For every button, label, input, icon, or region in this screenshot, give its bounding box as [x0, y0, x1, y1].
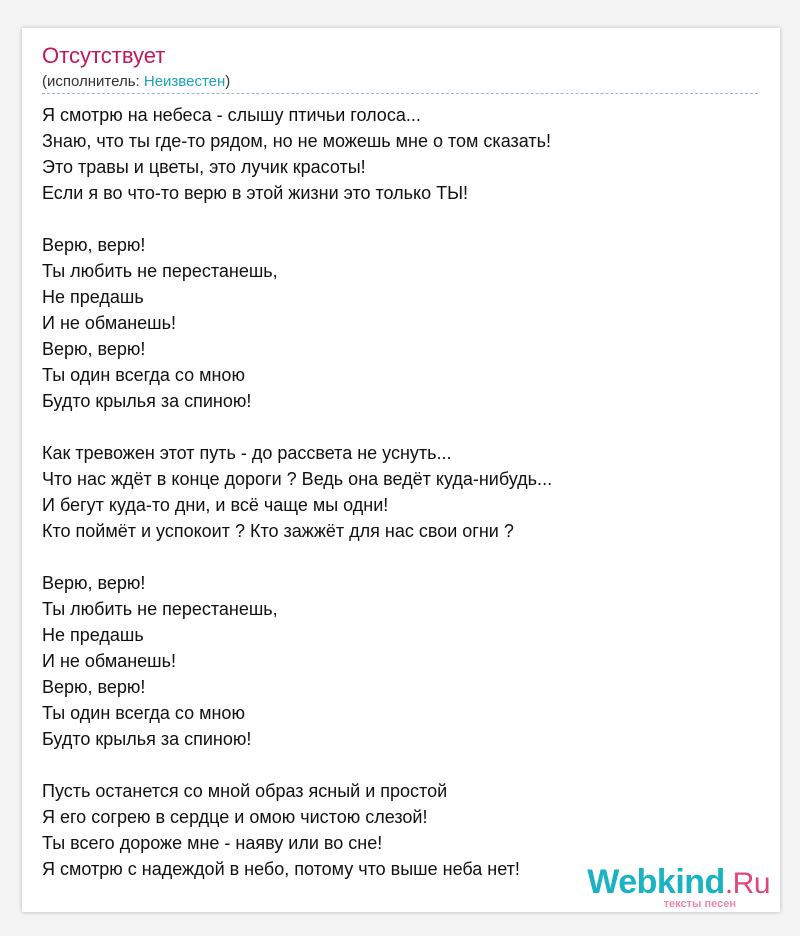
lyric-line: Я смотрю на небеса - слышу птичьи голоса... [42, 105, 421, 125]
lyric-line: Верю, верю! [42, 677, 146, 697]
lyric-blank-line [42, 752, 762, 778]
lyric-line: Это травы и цветы, это лучик красоты! [42, 157, 366, 177]
lyric-line: Верю, верю! [42, 235, 146, 255]
logo-main-text: Webkind [587, 863, 725, 901]
lyric-line: Знаю, что ты где-то рядом, но не можешь мне о том сказать! [42, 131, 552, 151]
site-logo[interactable] [572, 862, 772, 910]
lyrics-card [22, 28, 780, 912]
lyric-line: Ты любить не перестанешь, [42, 261, 278, 281]
title-divider [42, 93, 758, 94]
lyric-line: И бегут куда-то дни, и всё чаще мы одни! [42, 495, 389, 515]
lyric-line: И не обманешь! [42, 651, 176, 671]
lyric-line: Будто крылья за спиною! [42, 391, 252, 411]
lyric-line: Верю, верю! [42, 339, 146, 359]
lyric-line: Я его согрею в сердце и омою чистою слезой! [42, 807, 428, 827]
lyric-line: Как тревожен этот путь - до рассвета не уснуть... [42, 443, 452, 463]
lyric-line: Ты один всегда со мною [42, 365, 245, 385]
lyric-line: Кто поймёт и успокоит ? Кто зажжёт для нас свои огни ? [42, 521, 514, 541]
lyric-line: Не предашь [42, 625, 144, 645]
artist-suffix: ) [225, 73, 231, 90]
lyric-blank-line [42, 544, 762, 570]
lyric-line: Пусть останется со мной образ ясный и простой [42, 781, 448, 801]
artist-link[interactable]: Неизвестен [143, 73, 226, 90]
lyric-blank-line [42, 206, 762, 232]
lyric-line: Ты любить не перестанешь, [42, 599, 278, 619]
lyrics-text [42, 102, 762, 882]
lyric-line: Что нас ждёт в конце дороги ? Ведь она ведёт куда-нибудь... [42, 469, 553, 489]
logo-suffix-text: .Ru [724, 867, 770, 900]
logo-tagline: тексты песен [663, 898, 736, 910]
lyric-line: Я смотрю с надеждой в небо, потому что выше неба нет! [42, 859, 520, 879]
lyric-line: Ты всего дороже мне - наяву или во сне! [42, 833, 383, 853]
artist-line [42, 72, 230, 92]
lyric-blank-line [42, 414, 762, 440]
lyric-line: Ты один всегда со мною [42, 703, 245, 723]
song-title: Отсутствует [42, 43, 166, 68]
artist-prefix: (исполнитель: [42, 73, 144, 90]
lyric-line: И не обманешь! [42, 313, 176, 333]
lyric-line: Будто крылья за спиною! [42, 729, 252, 749]
lyric-line: Верю, верю! [42, 573, 146, 593]
lyric-line: Если я во что-то верю в этой жизни это только ТЫ! [42, 183, 469, 203]
lyric-line: Не предашь [42, 287, 144, 307]
